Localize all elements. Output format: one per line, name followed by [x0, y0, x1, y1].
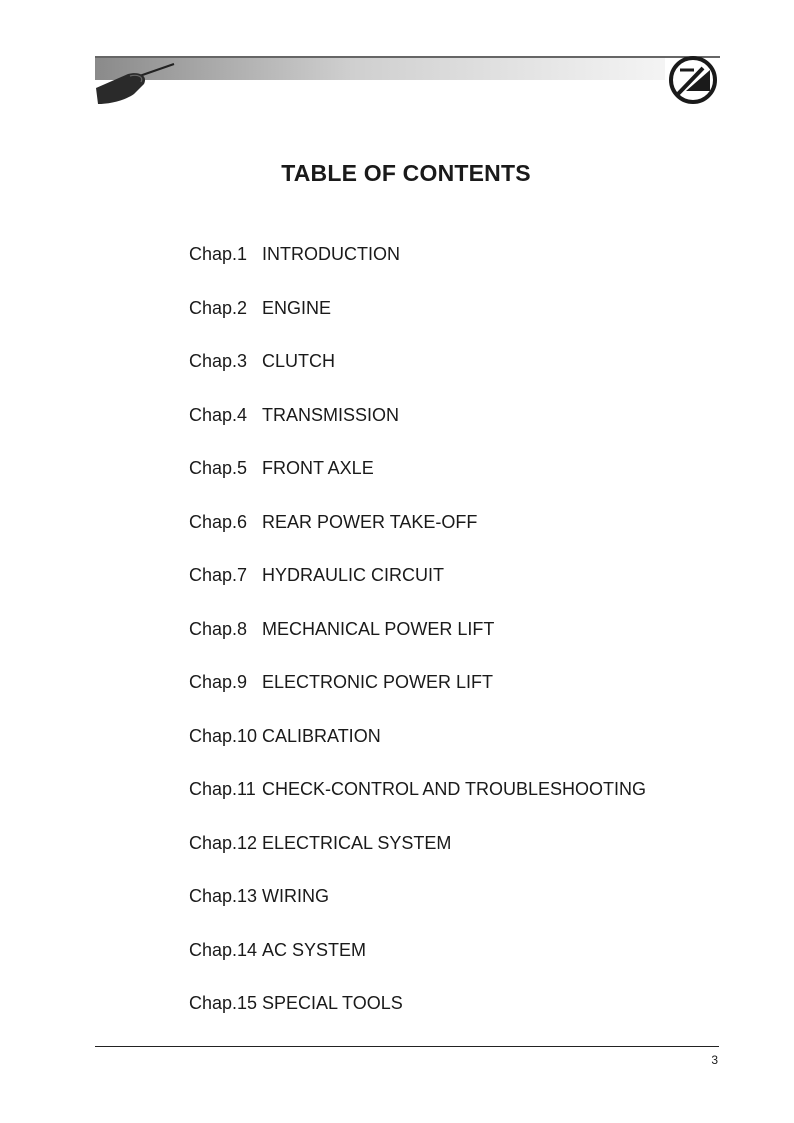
- toc-entry: [189, 450, 646, 504]
- chapter-title: ELECTRICAL SYSTEM: [262, 832, 452, 853]
- chapter-title: CLUTCH: [262, 351, 336, 371]
- toc-entry: [189, 878, 646, 932]
- header-graphic: [0, 0, 794, 120]
- chapter-number: Chap.7: [189, 565, 248, 585]
- table-of-contents: [189, 236, 646, 1039]
- toc-entry: [189, 290, 646, 344]
- toc-entry: [189, 397, 646, 451]
- chapter-title: SPECIAL TOOLS: [262, 993, 403, 1013]
- chapter-title: WIRING: [262, 886, 329, 906]
- toc-entry: [189, 611, 646, 665]
- toc-entry: [189, 504, 646, 558]
- toc-entry: [189, 664, 646, 718]
- chapter-title: FRONT AXLE: [262, 458, 374, 478]
- chapter-number: Chap.1: [189, 244, 248, 264]
- chapter-number: Chap.2: [189, 297, 248, 318]
- chapter-title: REAR POWER TAKE-OFF: [262, 511, 478, 532]
- chapter-number: Chap.10: [189, 725, 258, 746]
- chapter-number: Chap.13: [189, 886, 258, 906]
- chapter-title: TRANSMISSION: [262, 404, 400, 425]
- toc-entry: [189, 343, 646, 397]
- chapter-number: Chap.6: [189, 511, 248, 532]
- toc-entry: [189, 236, 646, 290]
- toc-entry: [189, 932, 646, 986]
- toc-entry: [189, 557, 646, 611]
- chapter-title: CHECK-CONTROL AND TROUBLESHOOTING: [262, 779, 647, 799]
- chapter-number: Chap.4: [189, 404, 248, 425]
- chapter-number: Chap.9: [189, 672, 248, 692]
- chapter-title: INTRODUCTION: [262, 244, 400, 264]
- chapter-title: CALIBRATION: [262, 725, 381, 746]
- chapter-number: Chap.14: [189, 939, 258, 960]
- brand-logo-icon: [671, 58, 715, 102]
- chapter-number: Chap.3: [189, 351, 248, 371]
- chapter-title: AC SYSTEM: [262, 939, 367, 960]
- page-title: TABLE OF CONTENTS: [281, 160, 531, 186]
- chapter-number: Chap.11: [189, 779, 256, 799]
- page-header: [0, 0, 794, 120]
- page-number: 3: [711, 1053, 718, 1067]
- chapter-number: Chap.15: [189, 993, 258, 1013]
- chapter-number: Chap.12: [189, 832, 258, 853]
- toc-entry: [189, 771, 646, 825]
- chapter-number: Chap.5: [189, 458, 248, 478]
- toc-entry: [189, 825, 646, 879]
- chapter-number: Chap.8: [189, 618, 248, 639]
- chapter-title: ELECTRONIC POWER LIFT: [262, 672, 494, 692]
- chapter-title: HYDRAULIC CIRCUIT: [262, 565, 445, 585]
- footer-rule: [95, 1046, 719, 1047]
- toc-entry: [189, 985, 646, 1039]
- toc-entry: [189, 718, 646, 772]
- header-band: [95, 58, 665, 80]
- chapter-title: MECHANICAL POWER LIFT: [262, 618, 495, 639]
- chapter-title: ENGINE: [262, 297, 332, 318]
